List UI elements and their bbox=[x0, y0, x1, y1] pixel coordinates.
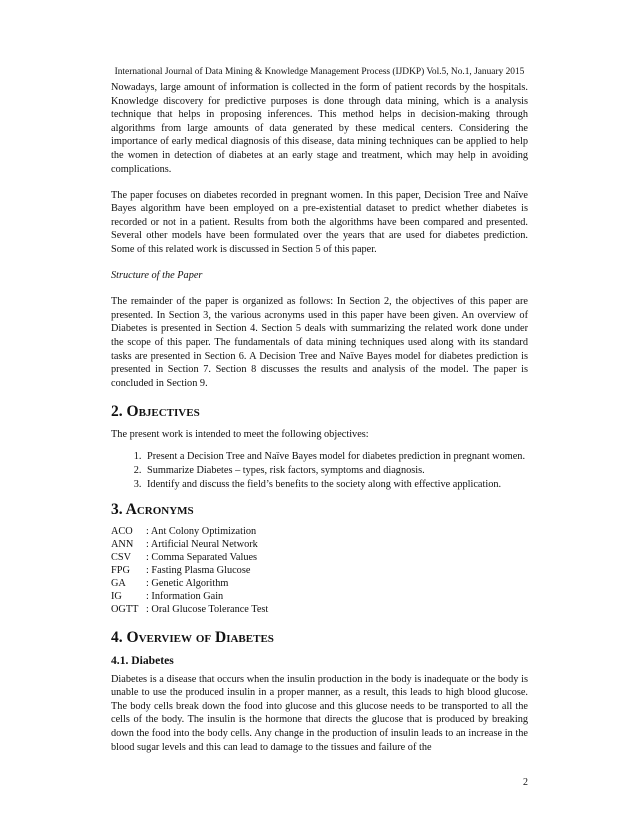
acronym-row bbox=[111, 604, 528, 617]
structure-heading: Structure of the Paper bbox=[111, 270, 203, 282]
section-heading-overview bbox=[111, 629, 528, 646]
section-heading-overview-rest: iabetes bbox=[226, 628, 274, 646]
acronym-definition: : Oral Glucose Tolerance Test bbox=[146, 603, 269, 615]
section-heading-objectives-rest: bjectives bbox=[138, 402, 200, 420]
subsection-heading-diabetes: 4.1. Diabetes bbox=[111, 653, 174, 667]
acronym-row bbox=[111, 578, 528, 591]
intro-paragraph-2: The paper focuses on diabetes recorded in pregnant women. In this paper, Decision Tree and Naïve Bayes algorithm have been employed on a pre-existential dataset to predict whether diabetes is recorded or not in a patient. Results from both the algorithms have been compared and presented. Several other models have been formulated over the years that are used for diabetes prediction. Some of this related work is discussed in Section 5 of this paper. bbox=[111, 189, 528, 256]
acronym-abbr: GA bbox=[111, 577, 126, 589]
acronym-list bbox=[111, 526, 528, 616]
objective-item: 3. Identify and discuss the field’s benefits to the society along with effective application. bbox=[144, 478, 528, 492]
objectives-intro: The present work is intended to meet the following objectives: bbox=[111, 428, 369, 440]
running-header: International Journal of Data Mining & Knowledge Management Process (IJDKP) Vol.5, No.1, January 2015 bbox=[114, 67, 525, 77]
acronym-abbr: ANN bbox=[111, 539, 134, 551]
acronym-row bbox=[111, 539, 528, 552]
section-heading-objectives bbox=[111, 403, 528, 420]
objective-item: 1. Present a Decision Tree and Naïve Bayes model for diabetes prediction in pregnant women. bbox=[144, 450, 528, 464]
acronym-row bbox=[111, 591, 528, 604]
acronym-definition: : Genetic Algorithm bbox=[146, 577, 229, 589]
acronym-abbr: FPG bbox=[111, 564, 130, 576]
diabetes-paragraph: Diabetes is a disease that occurs when the insulin production in the body is inadequate or the body is unable to use the produced insulin in a proper manner, as a result, this leads to high blood glucose. The body cells break down the food into glucose and this glucose needs to be transported to all the cells of the body. The insulin is the hormone that directs the glucose that is produced by breaking down the food into the body cells. Any change in the production of insulin leads to an increase in the blood sugar levels and this can lead to damage to the tissues and failure of the bbox=[111, 673, 528, 753]
objective-item: 2. Summarize Diabetes – types, risk factors, symptoms and diagnosis. bbox=[144, 464, 528, 478]
acronym-abbr: IG bbox=[111, 590, 122, 602]
section-heading-acronyms bbox=[111, 501, 528, 518]
acronym-definition: : Ant Colony Optimization bbox=[146, 526, 257, 538]
section-heading-overview-num: 4. O bbox=[111, 628, 139, 646]
page-number: 2 bbox=[523, 777, 528, 788]
section-heading-acronyms-rest: cronyms bbox=[136, 501, 194, 519]
acronym-definition: : Fasting Plasma Glucose bbox=[146, 564, 251, 576]
acronym-definition: : Comma Separated Values bbox=[146, 552, 258, 564]
acronym-row bbox=[111, 552, 528, 565]
structure-paragraph: The remainder of the paper is organized as follows: In Section 2, the objectives of this paper are presented. In Section 3, the various acronyms used in this paper have been given. An overview of Diabetes is presented in Section 4. Section 5 deals with summarizing the related work done under the scope of this paper. The fundamentals of data mining techniques used along with its standard tasks are presented in Section 6. A Decision Tree and Naïve Bayes model for diabetes prediction is presented in Section 7. Section 8 discusses the results and analysis of the model. The paper is concluded in Section 9. bbox=[111, 296, 528, 389]
acronym-row bbox=[111, 565, 528, 578]
acronym-definition: : Artificial Neural Network bbox=[146, 539, 258, 551]
section-heading-acronyms-num: 3. A bbox=[111, 501, 137, 519]
section-heading-objectives-num: 2. O bbox=[111, 402, 139, 420]
acronym-definition: : Information Gain bbox=[146, 590, 224, 602]
intro-paragraph-1: Nowadays, large amount of information is collected in the form of patient records by the hospitals. Knowledge discovery for predictive purposes is done through data mining, which is a analysis technique that helps in proposing inferences. This method helps in decision-making through algorithms from large amounts of data generated by these medical centers. Considering the importance of early medical diagnosis of this disease, data mining techniques can be applied to help the women in detection of diabetes at an early stage and treatment, which may help in avoiding complications. bbox=[111, 82, 528, 175]
objectives-list bbox=[111, 450, 528, 491]
acronym-abbr: ACO bbox=[111, 526, 133, 538]
acronym-abbr: CSV bbox=[111, 552, 132, 564]
acronym-abbr: OGTT bbox=[111, 603, 139, 615]
acronym-row bbox=[111, 526, 528, 539]
section-heading-overview-cap: D bbox=[215, 628, 227, 646]
section-heading-overview-mid: verview of bbox=[138, 628, 215, 646]
